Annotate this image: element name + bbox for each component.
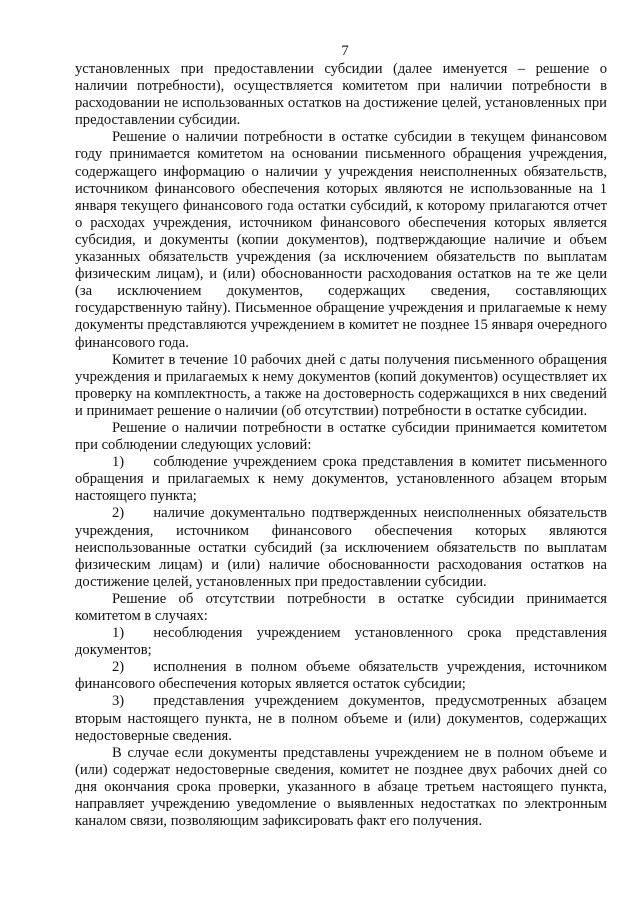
paragraph: В случае если документы представлены учреждением не в полном объеме и (или) содержат недостоверные сведения, комитет не позднее двух рабочих дней со дня окончания срока проверки, указанного в абзаце третьем настоящего пункта, направляет учреждению уведомление о выявленных недостатках по электронным каналом связи, позволяющим зафиксировать факт его получения.	[75, 744, 607, 830]
paragraph: установленных при предоставлении субсидии (далее именуется – решение о наличии потребности), осуществляется комитетом при наличии потребности в расходовании не использованных остатков на достижение целей, установленных при предоставлении субсидии.	[75, 61, 607, 129]
list-item-condition-1: 1) соблюдение учреждением срока представления в комитет письменного обращения и прилагаемых к нему документов, установленного абзацем вторым настоящего пункта;	[75, 454, 607, 505]
document-page	[75, 0, 607, 905]
list-item-case-1: 1) несоблюдения учреждением установленного срока представления документов;	[75, 625, 607, 659]
page-number: 7	[341, 43, 349, 59]
paragraph: Решение об отсутствии потребности в остатке субсидии принимается комитетом в случаях:	[75, 590, 607, 624]
list-item-case-3: 3) представления учреждением документов, предусмотренных абзацем вторым настоящего пункта, не в полном объеме и (или) документов, содержащих недостоверные сведения.	[75, 693, 607, 744]
paragraph: Решение о наличии потребности в остатке субсидии в текущем финансовом году принимается комитетом на основании письменного обращения учреждения, содержащего информацию о наличии у учреждения неисполненных обязательств, источником финансового обеспечения которых являются не использованные на 1 января текущего финансового года остатки субсидий, к которому прилагаются отчет о расходах учреждения, источником финансового обеспечения которых является субсидия, и документы (копии документов), подтверждающие наличие и объем указанных обязательств учреждения (за исключением обязательств по выплатам физическим лицам), и (или) обоснованности расходования остатков на те же цели (за исключением документов, содержащих сведения, составляющих государственную тайну). Письменное обращение учреждения и прилагаемые к нему документы представляются учреждением в комитет не позднее 15 января очередного финансового года.	[75, 129, 607, 351]
list-item-condition-2: 2) наличие документально подтвержденных неисполненных обязательств учреждения, источником финансового обеспечения которых являются неиспользованные остатки субсидий (за исключением обязательств по выплатам физическим лицам) и (или) наличие обоснованности расходования остатков на достижение целей, установленных при предоставлении субсидии.	[75, 505, 607, 590]
paragraph: Комитет в течение 10 рабочих дней с даты получения письменного обращения учреждения и прилагаемых к нему документов (копий документов) осуществляет их проверку на комплектность, а также на достоверность содержащихся в них сведений и принимает решение о наличии (об отсутствии) потребности в остатке субсидии.	[75, 351, 607, 419]
list-item-case-2: 2) исполнения в полном объеме обязательств учреждения, источником финансового обеспечения которых является остаток субсидии;	[75, 659, 607, 693]
paragraph: Решение о наличии потребности в остатке субсидии принимается комитетом при соблюдении следующих условий:	[75, 419, 607, 454]
document-body	[75, 61, 607, 830]
